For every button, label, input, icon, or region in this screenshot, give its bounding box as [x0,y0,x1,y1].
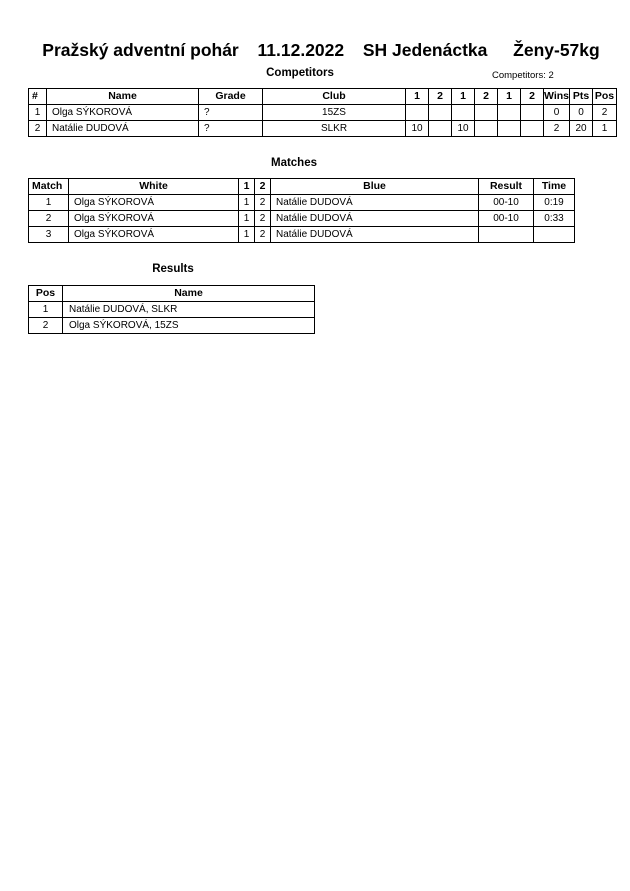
column-header-pts: Pts [570,89,593,105]
competitor-score [498,105,521,121]
competitor-wins: 2 [544,121,570,137]
table-row [29,105,617,121]
header-date: 11.12.2022 [257,40,345,60]
competitor-score [429,121,452,137]
column-header-score-2c: 2 [521,89,544,105]
match-number: 3 [29,227,69,243]
table-row [29,211,575,227]
competitor-number: 2 [29,121,47,137]
competitor-club: SLKR [263,121,406,137]
competitor-score [452,105,475,121]
competitor-score: 10 [406,121,429,137]
table-row [29,302,315,318]
column-header-score-1a: 1 [406,89,429,105]
matches-table [28,178,575,243]
table-header-row [29,286,315,302]
column-header-match: Match [29,179,69,195]
competitor-score [406,105,429,121]
competitor-score [498,121,521,137]
column-header-time: Time [534,179,575,195]
results-table [28,285,315,334]
column-header-pos: Pos [29,286,63,302]
header-category: Ženy-57kg [513,40,600,60]
match-white-name: Olga SÝKOROVÁ [69,195,239,211]
matches-section-title: Matches [270,157,318,169]
column-header-wins: Wins [544,89,570,105]
column-header-score-2a: 2 [429,89,452,105]
competitors-section-title: Competitors [266,67,334,79]
header-tournament: Pražský adventní pohár [42,40,239,60]
competitors-count-label: Competitors: 2 [492,70,554,81]
competitor-club: 15ZS [263,105,406,121]
column-header-blue: Blue [271,179,479,195]
header-venue: SH Jedenáctka [362,40,488,60]
table-row [29,195,575,211]
column-header-white-point: 1 [239,179,255,195]
results-section-title: Results [152,263,194,275]
competitor-score: 10 [452,121,475,137]
competitor-score [521,121,544,137]
competitor-position: 1 [593,121,617,137]
competitor-name: Natálie DUDOVÁ [47,121,199,137]
column-header-white: White [69,179,239,195]
competitors-table [28,88,617,137]
column-header-blue-point: 2 [255,179,271,195]
column-header-name: Name [63,286,315,302]
column-header-club: Club [263,89,406,105]
competitor-score [429,105,452,121]
competitor-score [475,121,498,137]
competitor-position: 2 [593,105,617,121]
result-name: Natálie DUDOVÁ, SLKR [63,302,315,318]
result-name: Olga SÝKOROVÁ, 15ZS [63,318,315,334]
competitor-wins: 0 [544,105,570,121]
match-white-point: 1 [239,211,255,227]
column-header-number: # [29,89,47,105]
competitor-grade: ? [199,105,263,121]
match-number: 2 [29,211,69,227]
table-row [29,227,575,243]
competitor-score [475,105,498,121]
table-header-row [29,89,617,105]
column-header-pos: Pos [593,89,617,105]
match-time: 0:33 [534,211,575,227]
match-result: 00-10 [479,195,534,211]
match-time [534,227,575,243]
competitor-points: 0 [570,105,593,121]
result-position: 2 [29,318,63,334]
competitor-number: 1 [29,105,47,121]
column-header-score-1c: 1 [498,89,521,105]
match-result: 00-10 [479,211,534,227]
table-row [29,121,617,137]
match-white-point: 1 [239,227,255,243]
match-number: 1 [29,195,69,211]
match-time: 0:19 [534,195,575,211]
result-position: 1 [29,302,63,318]
match-blue-name: Natálie DUDOVÁ [271,195,479,211]
match-white-name: Olga SÝKOROVÁ [69,227,239,243]
column-header-score-1b: 1 [452,89,475,105]
document-header [0,40,630,61]
match-blue-name: Natálie DUDOVÁ [271,211,479,227]
match-white-name: Olga SÝKOROVÁ [69,211,239,227]
table-row [29,318,315,334]
match-result [479,227,534,243]
table-header-row [29,179,575,195]
competitor-points: 20 [570,121,593,137]
match-white-point: 1 [239,195,255,211]
column-header-name: Name [47,89,199,105]
column-header-score-2b: 2 [475,89,498,105]
competitor-grade: ? [199,121,263,137]
column-header-grade: Grade [199,89,263,105]
match-blue-point: 2 [255,211,271,227]
column-header-result: Result [479,179,534,195]
match-blue-point: 2 [255,195,271,211]
competitor-score [521,105,544,121]
competitor-name: Olga SÝKOROVÁ [47,105,199,121]
match-blue-point: 2 [255,227,271,243]
match-blue-name: Natálie DUDOVÁ [271,227,479,243]
